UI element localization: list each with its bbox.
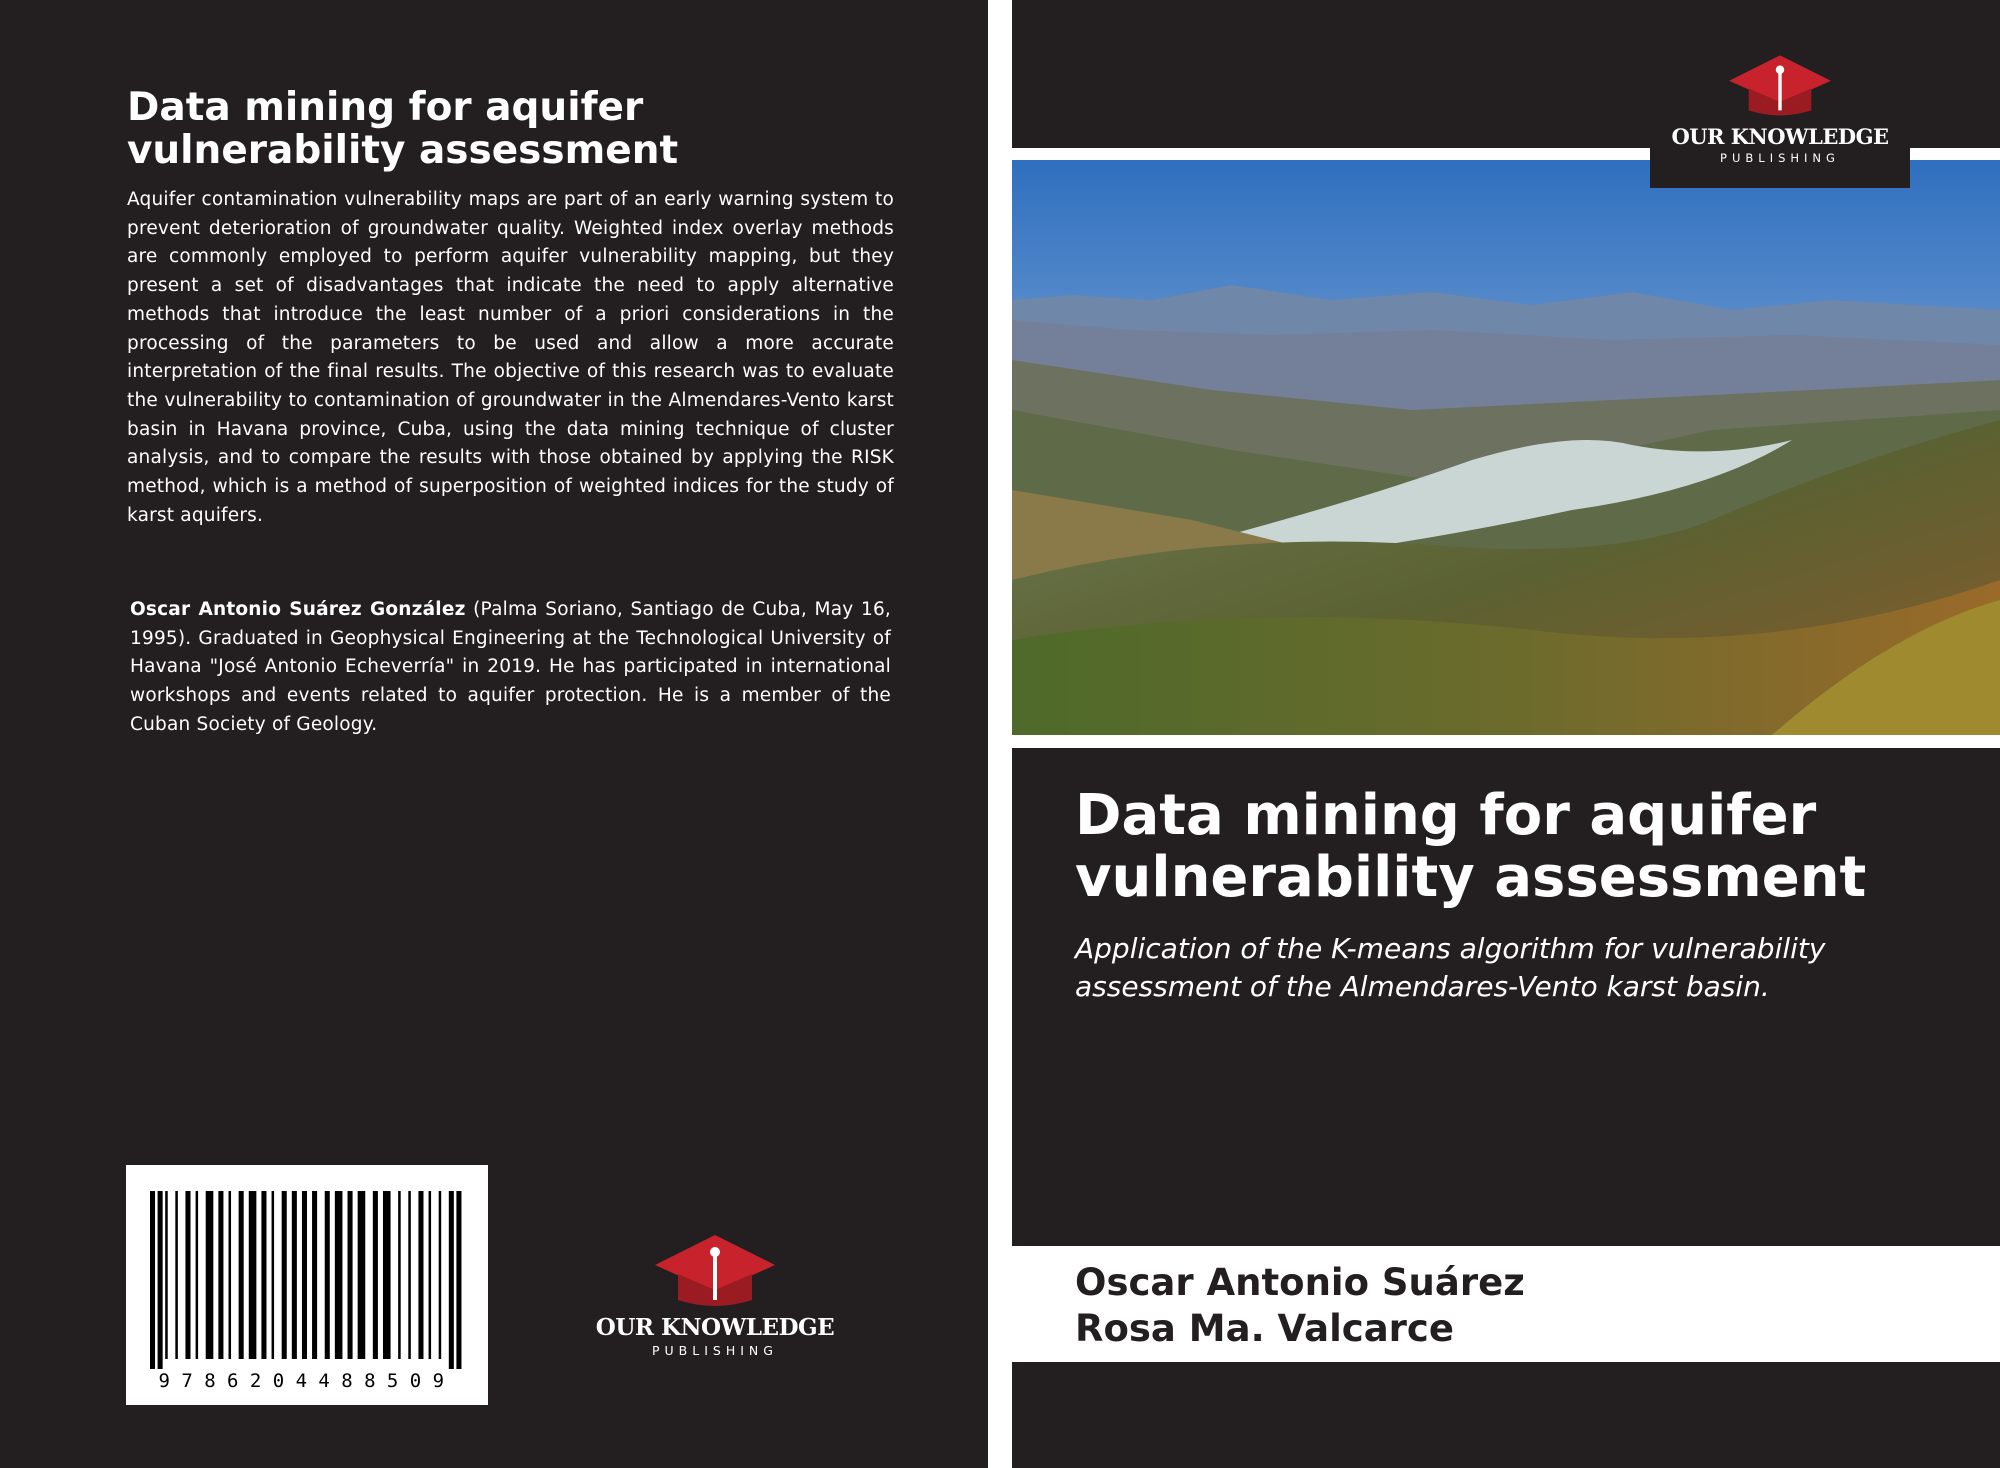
barcode-bar bbox=[150, 1191, 155, 1369]
barcode-bar bbox=[348, 1191, 353, 1359]
barcode-bar bbox=[373, 1191, 378, 1359]
barcode-bar bbox=[325, 1191, 330, 1359]
barcode-bar bbox=[312, 1191, 317, 1359]
front-subtitle-line-1: Application of the K-means algorithm for vulnerability bbox=[1075, 932, 1826, 965]
author-1: Oscar Antonio Suárez bbox=[1075, 1261, 1525, 1304]
publisher-logo-front bbox=[1650, 50, 1910, 165]
publisher-sub: PUBLISHING bbox=[652, 1343, 778, 1358]
barcode-bar bbox=[383, 1191, 391, 1359]
publisher-name: OUR KNOWLEDGE bbox=[1671, 124, 1889, 149]
barcode-bar bbox=[239, 1191, 244, 1359]
barcode-bar bbox=[302, 1191, 307, 1359]
publisher-logo-back bbox=[585, 1230, 845, 1358]
barcode-bar bbox=[185, 1191, 190, 1359]
barcode-bar bbox=[439, 1191, 442, 1359]
barcode-bar bbox=[408, 1191, 411, 1359]
barcode-bar bbox=[292, 1191, 297, 1359]
barcode-bar bbox=[429, 1191, 432, 1359]
barcode-bar bbox=[335, 1191, 343, 1359]
publisher-sub: PUBLISHING bbox=[1720, 151, 1840, 165]
barcode-bar bbox=[418, 1191, 423, 1359]
landscape-photo bbox=[1012, 160, 2000, 735]
barcode-bar bbox=[158, 1191, 163, 1369]
barcode-bars bbox=[146, 1191, 468, 1369]
barcode-bar bbox=[206, 1191, 214, 1359]
front-cover-authors bbox=[1075, 1260, 1975, 1352]
barcode-bar bbox=[449, 1191, 454, 1369]
barcode-bar bbox=[249, 1191, 257, 1359]
front-title-line-2: vulnerability assessment bbox=[1075, 845, 1867, 910]
barcode-bar bbox=[165, 1191, 168, 1359]
back-title-line-2: vulnerability assessment bbox=[127, 128, 679, 173]
graduation-cap-icon bbox=[650, 1230, 780, 1310]
front-cover-bottom bbox=[1012, 1362, 2000, 1468]
barcode-bar bbox=[272, 1191, 275, 1359]
author-bio bbox=[130, 596, 891, 740]
front-cover-title bbox=[1075, 785, 1975, 909]
front-subtitle-line-2: assessment of the Almendares-Vento karst basin. bbox=[1075, 970, 1770, 1003]
front-cover-subtitle bbox=[1075, 930, 1975, 1006]
barcode-bar bbox=[229, 1191, 232, 1359]
barcode-bar bbox=[358, 1191, 366, 1359]
barcode-bar bbox=[282, 1191, 287, 1359]
barcode-bar bbox=[218, 1191, 223, 1359]
barcode-bar bbox=[196, 1191, 199, 1359]
back-title-line-1: Data mining for aquifer bbox=[127, 85, 644, 130]
barcode-bar bbox=[261, 1191, 266, 1359]
isbn-digits: 9786204488509 bbox=[158, 1370, 456, 1392]
barcode-bar bbox=[456, 1191, 461, 1369]
front-title-line-1: Data mining for aquifer bbox=[1075, 783, 1817, 848]
isbn-barcode bbox=[126, 1165, 488, 1405]
back-cover-blurb: Aquifer contamination vulnerability maps are part of an early warning system to prevent deterioration of groundwater quality. Weighted index overlay methods are commonly employed to perform aquifer vulnerability mapping, but they present a set of disadvantages that indicate the need to apply alternative methods that introduce the least number of a priori considerations in the processing of the parameters to be used and allow a more accurate interpretation of the final results. The objective of this research was to evaluate the vulnerability to contamination of groundwater in the Almendares-Vento karst basin in Havana province, Cuba, using the data mining technique of cluster analysis, and to compare the results with those obtained by applying the RISK method, which is a method of superposition of weighted indices for the study of karst aquifers. bbox=[127, 189, 894, 526]
author-bio-text: (Palma Soriano, Santiago de Cuba, May 16, 1995). Graduated in Geophysical Engineering at the Technological University of Havana "José Antonio Echeverría" in 2019. He has participated in international workshops and events related to aquifer protection. He is a member of the Cuban Society of Geology. bbox=[130, 599, 891, 735]
barcode-bar bbox=[398, 1191, 401, 1359]
author-bio-name: Oscar Antonio Suárez González bbox=[130, 599, 466, 620]
back-cover-title bbox=[127, 86, 887, 172]
graduation-cap-icon bbox=[1725, 50, 1835, 120]
author-2: Rosa Ma. Valcarce bbox=[1075, 1307, 1454, 1350]
publisher-name: OUR KNOWLEDGE bbox=[595, 1314, 835, 1341]
barcode-bar bbox=[175, 1191, 178, 1359]
